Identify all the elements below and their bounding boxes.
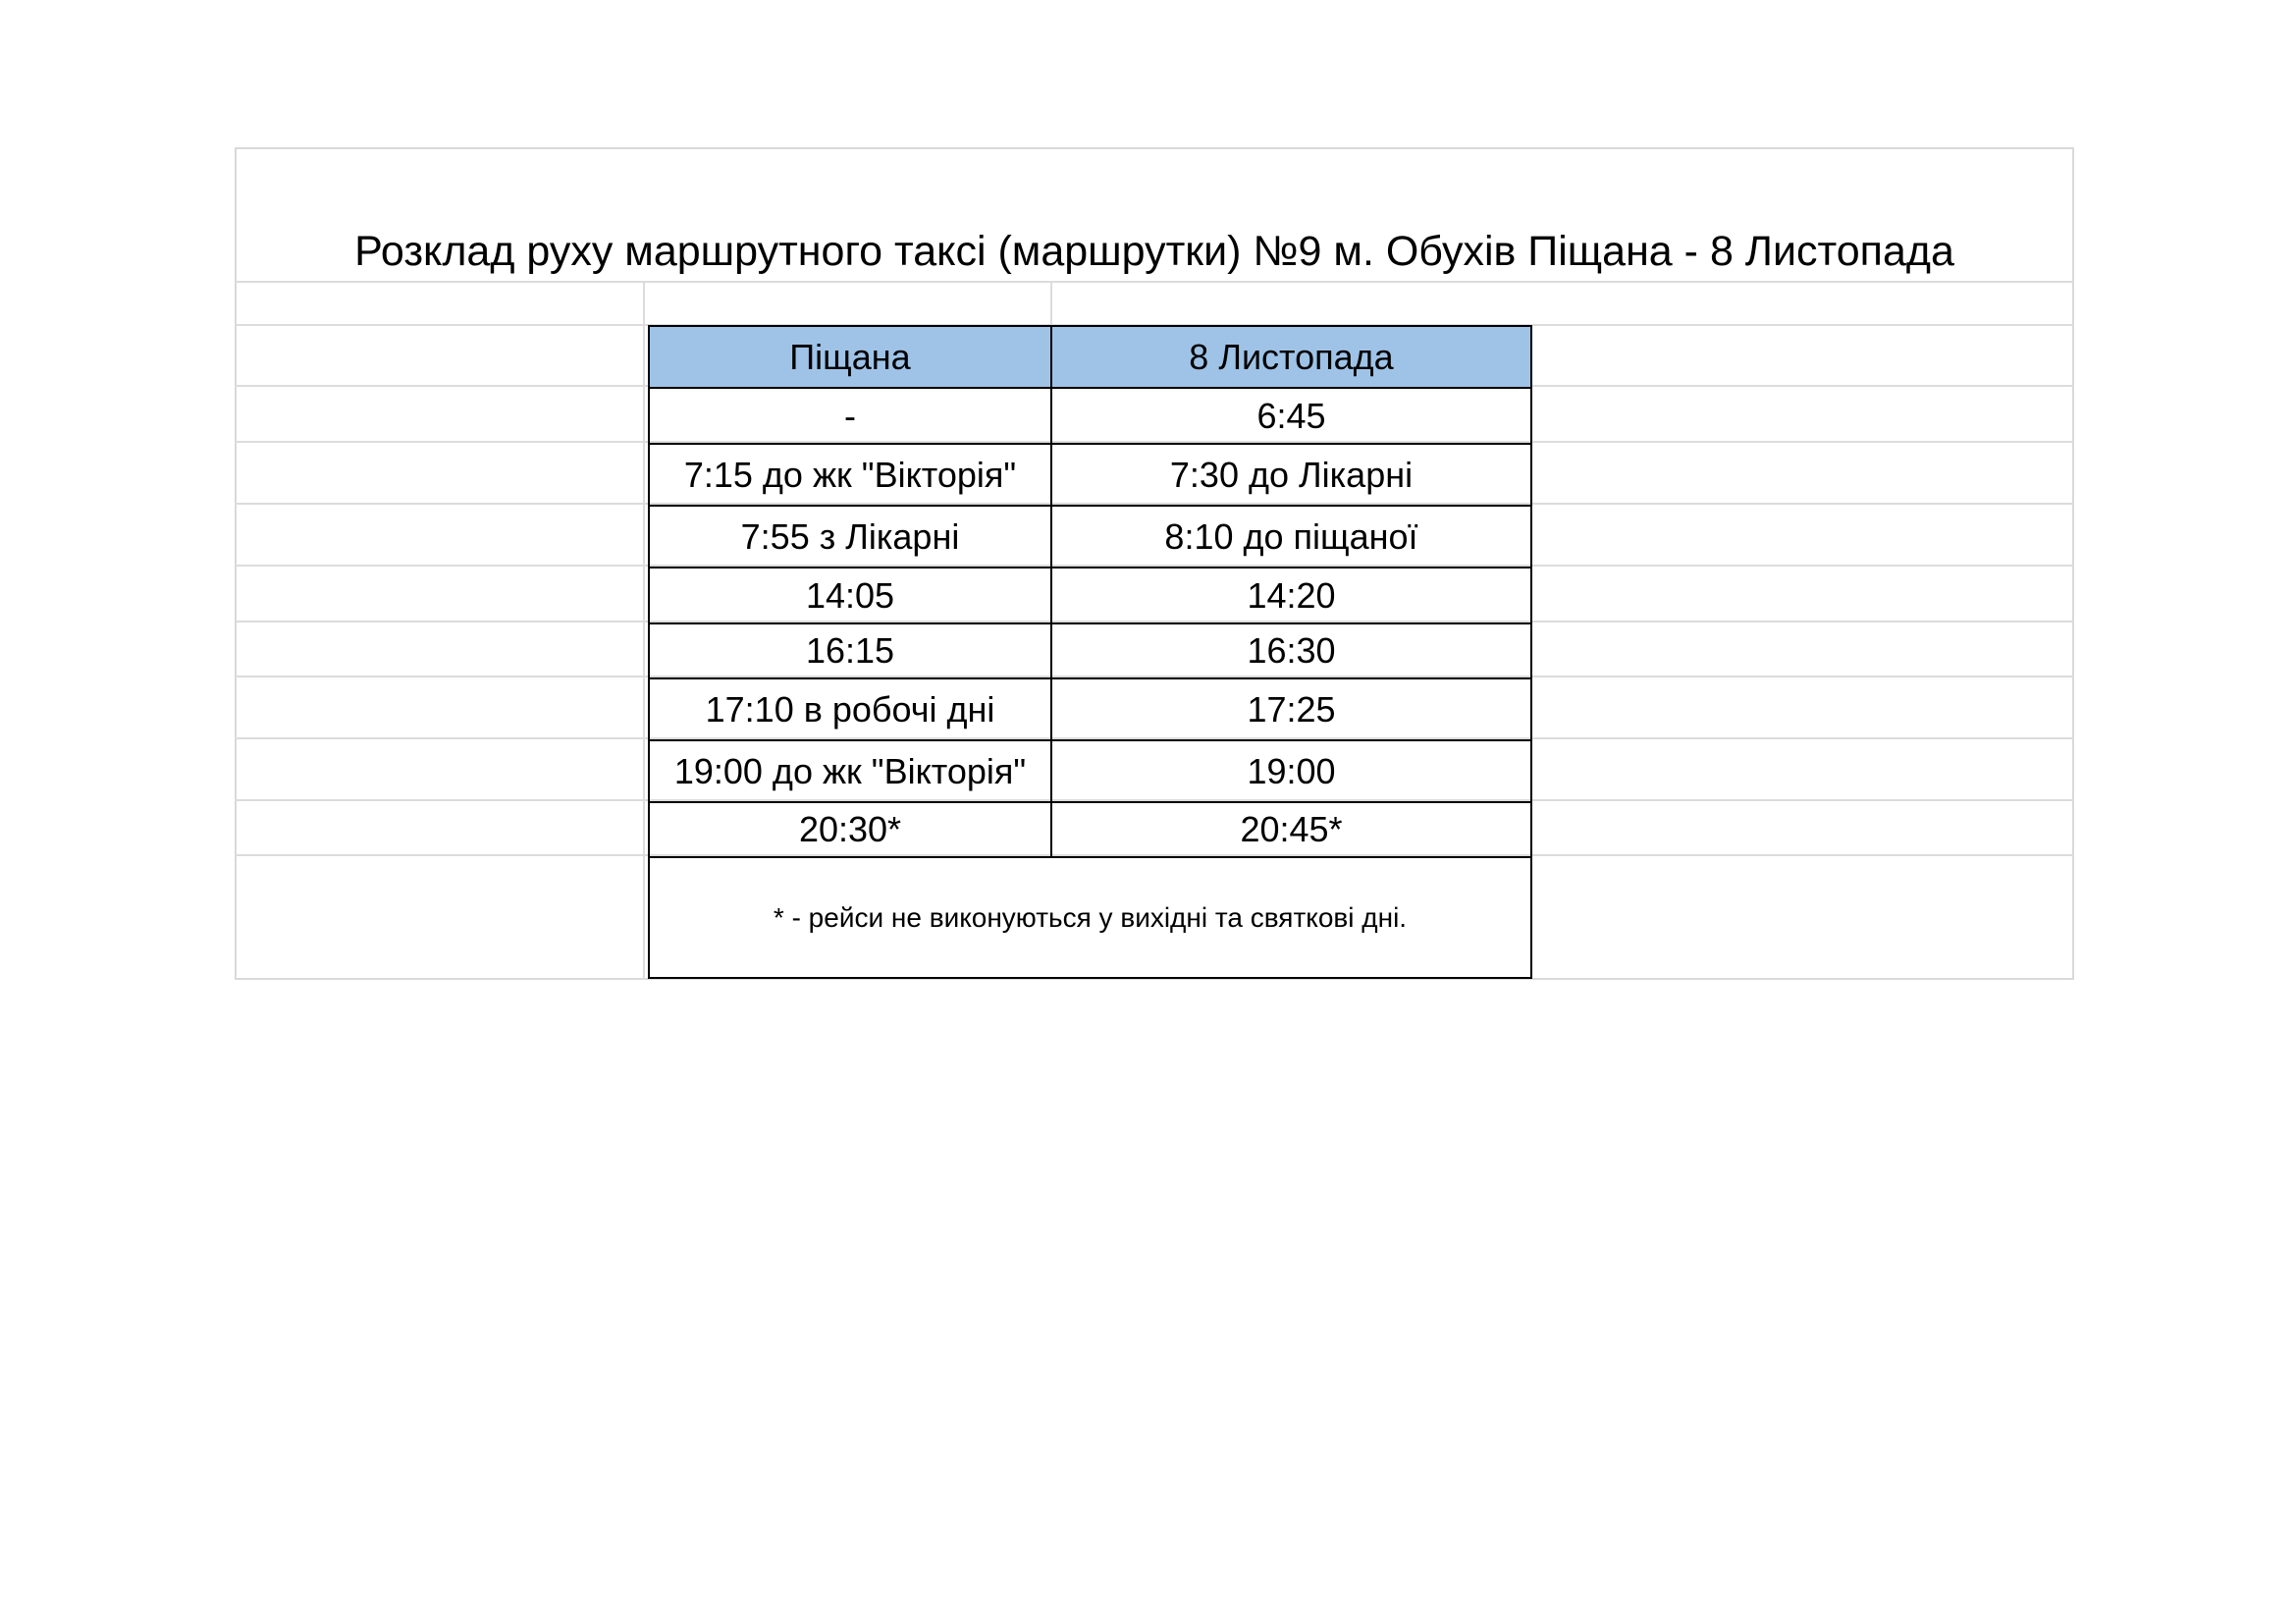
gridline [1050, 282, 1052, 325]
departure-pishchana: 7:15 до жк "Вікторія" [649, 444, 1051, 506]
departure-8-lystopada: 6:45 [1051, 388, 1531, 444]
table-row [649, 388, 1531, 444]
departure-pishchana: 17:10 в робочі дні [649, 678, 1051, 740]
table-row [649, 802, 1531, 857]
table-row [649, 568, 1531, 623]
departure-pishchana: 16:15 [649, 623, 1051, 678]
table-header-row [649, 326, 1531, 388]
departure-8-lystopada: 14:20 [1051, 568, 1531, 623]
departure-pishchana: 7:55 з Лікарні [649, 506, 1051, 568]
schedule-table [648, 325, 1532, 979]
departure-8-lystopada: 8:10 до піщаної [1051, 506, 1531, 568]
table-row [649, 444, 1531, 506]
departure-8-lystopada: 17:25 [1051, 678, 1531, 740]
footnote: * - рейси не виконуються у вихідні та святкові дні. [649, 857, 1531, 978]
table-row [649, 623, 1531, 678]
table-row [649, 506, 1531, 568]
departure-pishchana: - [649, 388, 1051, 444]
departure-pishchana: 14:05 [649, 568, 1051, 623]
table-row [649, 740, 1531, 802]
page-title: Розклад руху маршрутного таксі (маршрутки) №9 м. Обухів Піщана - 8 Листопада [354, 228, 1954, 275]
column-header-8-lystopada: 8 Листопада [1051, 326, 1531, 388]
departure-pishchana: 20:30* [649, 802, 1051, 857]
departure-8-lystopada: 20:45* [1051, 802, 1531, 857]
departure-8-lystopada: 19:00 [1051, 740, 1531, 802]
departure-8-lystopada: 16:30 [1051, 623, 1531, 678]
table-row [649, 678, 1531, 740]
departure-8-lystopada: 7:30 до Лікарні [1051, 444, 1531, 506]
column-header-pishchana: Піщана [649, 326, 1051, 388]
footnote-row [649, 857, 1531, 978]
gridline [643, 282, 645, 980]
departure-pishchana: 19:00 до жк "Вікторія" [649, 740, 1051, 802]
gridline [235, 281, 2074, 283]
